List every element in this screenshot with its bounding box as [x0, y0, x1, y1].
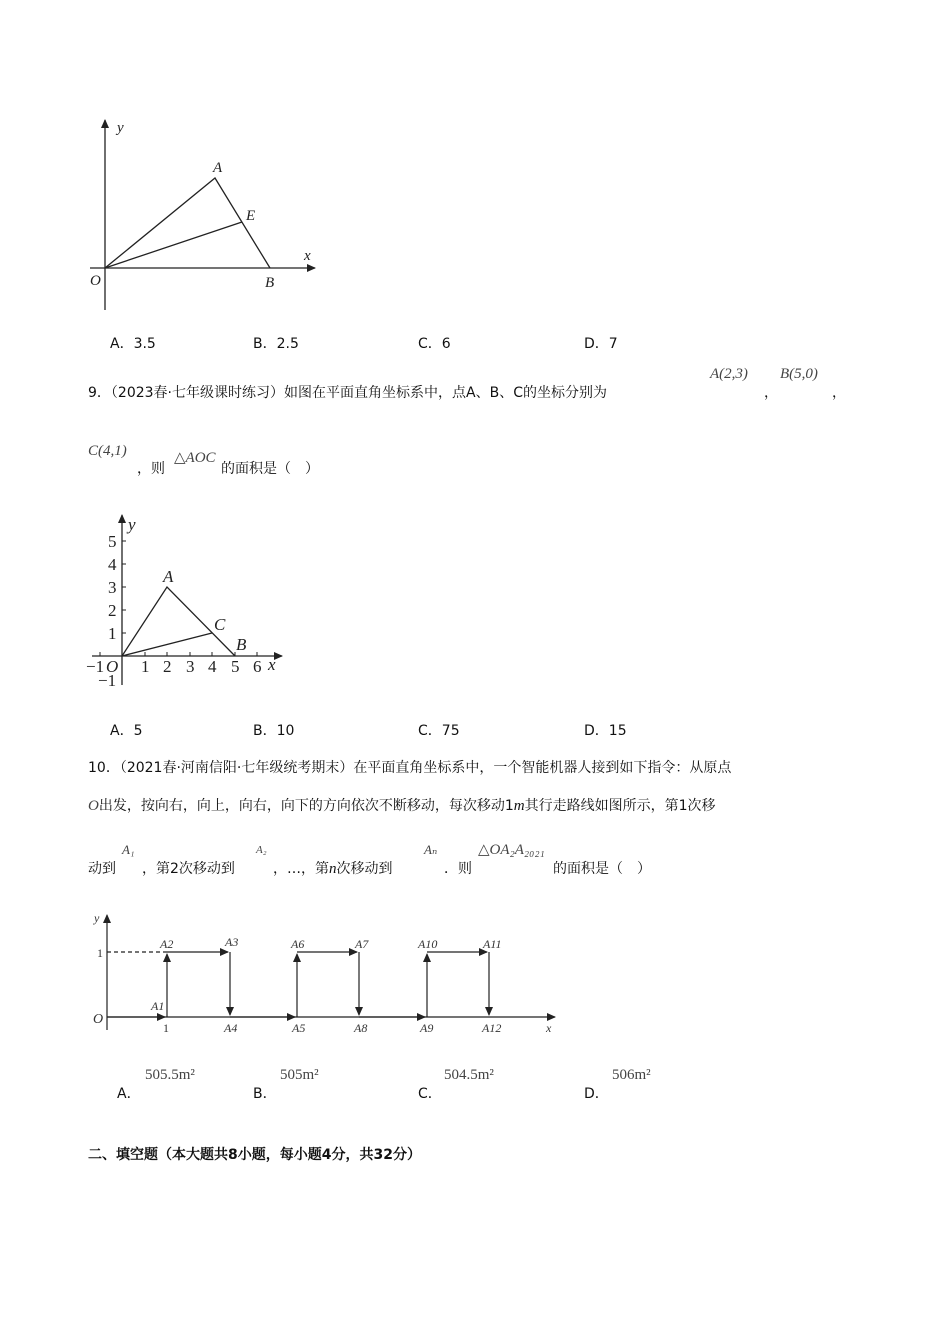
y-tick: 1: [97, 946, 103, 960]
origin-label: O: [106, 657, 119, 676]
question-source: （2021春·河南信阳·七年级统考期末）: [119, 760, 354, 776]
point-c-label: C: [214, 615, 226, 634]
section-heading: 二、填空题（本大题共8小题，每小题4分，共32分）: [88, 1147, 421, 1163]
label-a8: A8: [354, 1021, 368, 1035]
label-a3: A3: [225, 935, 239, 949]
x-label: x: [268, 655, 276, 674]
point-a-label: A: [163, 567, 174, 586]
question-source: （2023春·七年级课时练习）: [110, 385, 285, 401]
y-tick: 4: [108, 555, 117, 574]
y-tick: 5: [108, 532, 117, 551]
label-a4: A4: [224, 1021, 238, 1035]
x-tick: 1: [141, 657, 150, 676]
x-tick: 1: [163, 1021, 169, 1035]
option-a[interactable]: A．3.5: [110, 336, 156, 352]
y-tick: 2: [108, 601, 117, 620]
x-tick: 5: [231, 657, 240, 676]
label-a11: A11: [483, 937, 502, 951]
label-a5: A5: [292, 1021, 306, 1035]
label-a1: A1: [151, 999, 165, 1013]
origin-label: O: [93, 1012, 104, 1027]
point-a-label: A: [213, 160, 223, 176]
option-d[interactable]: D．15: [584, 723, 627, 739]
option-b[interactable]: B．2.5: [253, 336, 299, 352]
q10-figure: [107, 915, 555, 1030]
option-b[interactable]: B．10: [253, 723, 295, 739]
label-a2: A2: [160, 937, 174, 951]
segment-oe: [105, 222, 242, 268]
point-a-coords: A(2,3): [710, 366, 748, 382]
origin-label: O: [90, 273, 101, 289]
y-label: y: [94, 911, 100, 925]
point-b-label: B: [265, 275, 275, 291]
y-label: y: [128, 515, 136, 534]
label-a12: A12: [482, 1021, 502, 1035]
q8-figure: [90, 120, 315, 310]
option-a[interactable]: A．5: [110, 723, 143, 739]
x-tick: −1: [86, 657, 105, 676]
point-b-label: B: [236, 635, 247, 654]
x-tick: 4: [208, 657, 217, 676]
option-c[interactable]: C．: [418, 1086, 442, 1102]
q9-stem-line1: 9．（2023春·七年级课时练习）如图在平面直角坐标系中，点A、B、C的坐标分别为: [88, 385, 607, 401]
y-tick: −1: [98, 671, 117, 690]
option-c[interactable]: C．6: [418, 336, 451, 352]
x-label: x: [546, 1021, 552, 1035]
q10-stem-line2: O出发，按向右，向上，向右，向下的方向依次不断移动，每次移动1m其行走路线如图所示，第1次移: [88, 798, 716, 814]
option-d[interactable]: D．7: [584, 336, 618, 352]
option-b[interactable]: B．: [253, 1086, 277, 1102]
label-a6: A6: [291, 937, 305, 951]
q10-stem-line1: 10．（2021春·河南信阳·七年级统考期末）在平面直角坐标系中，一个智能机器人接到如下指令：从原点: [88, 760, 732, 776]
triangle-aoc: △AOC: [174, 450, 216, 466]
point-b-coords: B(5,0): [780, 366, 818, 382]
exam-page: y x O A E B y x O A C B −1 1 2 3 4 5 6 1 2 3 4 5 −1 y x O 1 1 A1 A2 A3 A4 A5 A6 A7 A8 A9 A10 A11 A12 A．3.5 B．2.5 C．6 D．7 9．（2023春·七年级课时练习）如图在平面直角坐标系中，点A、B、C的坐标分别为 A(2,3) ， B(5,0) ， C(4,1) ，则 △AOC 的面积是（ ） A．5 B．10 C．75 D．15 10．（2021春·河南信阳·七年级统考期末）在平面直角坐标系中，一个智能机器人接到如下指令：从原点 O出发，按向右，向上，向右，向下的方向依次不断移动，每次移动1m其行走路线如图所示，第1次移 动到 A₁ ，第2次移动到 A₂ ，…，第n次移动到 Aₙ ．则 △OA₂A₂₀₂₁ 的面积是（ ） A． 505.5m² B． 505m² C． 504.5m² D． 506m² 二、填空题（本大题共8小题，每小题4分，共32分）: [0, 0, 950, 1344]
x-tick: 3: [186, 657, 195, 676]
label-a10: A10: [418, 937, 438, 951]
option-a[interactable]: A．: [117, 1086, 141, 1102]
point-e-label: E: [246, 208, 256, 224]
option-d[interactable]: D．: [584, 1086, 609, 1102]
y-label: y: [117, 120, 124, 136]
point-c-coords: C(4,1): [88, 443, 127, 459]
x-tick: 2: [163, 657, 172, 676]
triangle-oa2a2021: △OA₂A₂₀₂₁: [478, 842, 545, 858]
x-label: x: [304, 248, 311, 264]
y-tick: 3: [108, 578, 117, 597]
y-tick: 1: [108, 624, 117, 643]
option-c[interactable]: C．75: [418, 723, 460, 739]
label-a7: A7: [355, 937, 369, 951]
x-tick: 6: [253, 657, 262, 676]
label-a9: A9: [420, 1021, 434, 1035]
